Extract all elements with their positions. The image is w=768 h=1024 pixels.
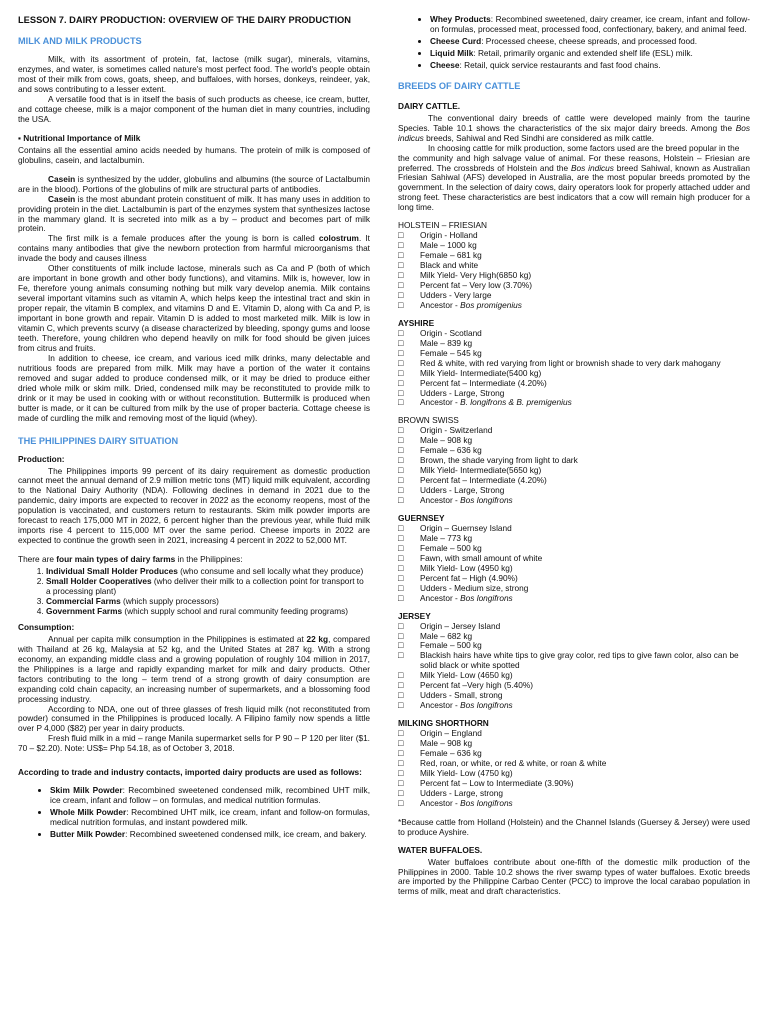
breed-trait-text: Percent fat – Very low (3.70%) (420, 280, 533, 290)
breed-trait-text: Ancestor - (420, 397, 461, 408)
dairy-cattle-paragraph-2a: In choosing cattle for milk production, some factors used are the breed popular in the (428, 142, 740, 153)
breed-trait-text: Milk Yield- Intermediate(5400 kg) (420, 367, 542, 378)
breed-trait-text: Blackish hairs have white tips to give gray color, red tips to give fawn color, also can be solid black or white spotted (420, 650, 739, 671)
breed-name: AYSHIRE (398, 317, 435, 328)
breed-trait-text: Udders - Medium size, strong (420, 582, 529, 593)
breed-trait-text: Origin - Holland (420, 230, 478, 241)
right-column (398, 15, 750, 897)
imports-list-right (398, 15, 750, 71)
breed-trait-text: Milk Yield- Intermediate(5650 kg) (420, 465, 542, 476)
breed-traits-list (398, 524, 750, 604)
breed-trait-text: Ancestor - (420, 797, 461, 808)
import-item-name: Butter Milk Powder (50, 829, 126, 840)
nda-paragraph: According to NDA, one out of three glasses of fresh liquid milk (not reconstituted from powder) consumed in the Philippines is produced locally. A Filipino family now spends a little over P 4,000 ($82) per year in dairy products. (18, 703, 370, 734)
import-item (50, 830, 370, 840)
import-item (430, 15, 750, 35)
import-item-desc: : Recombined UHT milk, ice cream, infant and follow-on formulas, medical nutrition formulas, and instant powdered milk. (50, 807, 370, 828)
farm-type-desc: (who deliver their milk to a collection point for transport to a processing plant) (46, 576, 364, 597)
breed-trait-item (398, 701, 750, 711)
breed-trait-text: Female – 636 kg (420, 747, 482, 758)
breed-trait-text: Milk Yield- Very High(6850 kg) (420, 270, 532, 281)
farm-type-name: Small Holder Cooperatives (46, 576, 152, 587)
dairy-cattle-paragraph-2b: the community and high salvage value of animal. For these reasons, Holstein – Friesian are preferred. The crossbreds of Holstein and the Bos indicus breed Sahiwal, known as Australian Friesian Sahiwal (AFS) developed in Australia, are the most popular breeds promoted by the government. In the selection of dairy cows, dairy operators look for properly attached udder and strong feet. These characteristics are best indicators that a cow will remain high producer for a long time. (398, 152, 750, 213)
milk-foods-paragraph: In addition to cheese, ice cream, and various iced milk drinks, many delectable and nutritious foods are prepared from milk. Milk may have a portion of the water it contains removed and sugar added to produce condensed milk, or it may be dried to produce either dried whole milk or skim milk. Dried, condensed milk may be reconstituted to provide milk to drink or it may be used in cooking with or without reconstitution. Buttermilk is produced when butter is made, or it can be cultured from milk by the use of proper bacteria. Cottage cheese is made of curdling the milk and removing most of the liquid (whey). (18, 352, 370, 423)
breed-traits-list (398, 426, 750, 506)
casein-paragraph-1: Casein is synthesized by the udder, globulins and albumins (the source of Lactalbumin are in the blood). Portions of the globulins of milk are structural parts of antibodies. (18, 173, 370, 194)
lesson-title: LESSON 7. DAIRY PRODUCTION: OVERVIEW OF THE DAIRY PRODUCTION (18, 15, 351, 25)
farm-type-item (46, 577, 370, 597)
farm-type-name: Individual Small Holder Produces (46, 566, 178, 577)
breed-trait-text: Milk Yield- Low (4750 kg) (420, 767, 513, 778)
breed-trait-text: Male – 1000 kg (420, 240, 477, 251)
breed-trait-item (398, 651, 750, 671)
section-heading-milk: MILK AND MILK PRODUCTS (18, 36, 142, 47)
import-item (430, 49, 750, 59)
breed-trait-italic: Bos longifrons (460, 495, 513, 506)
consumption-text: Annual per capita milk consumption in the Philippines is estimated at 22 kg, compared with Thailand at 26 kg, Malaysia at 52 kg, and the United States at 287 kg. With a strong economy, an expanding middle class and a growing population of roughly 104 million in 2017, the Philippines is a large and rapidly expanding market for milk and dairy products. Other factors contributing to the long – term trend of a strong growth of dairy consumption are expanding cold chain capacity, an increasing number of supermarkets, and a blossoming food processing industry. (18, 633, 370, 704)
breed-trait-item (398, 398, 750, 408)
breed-trait-text: Male – 839 kg (420, 337, 473, 348)
farm-types-list (18, 567, 370, 617)
breed-trait-text: Female – 545 kg (420, 347, 482, 358)
breed-trait-italic: B. longifrons & B. premigenius (460, 397, 572, 408)
breed-trait-text: Black and white (420, 260, 479, 271)
breed-name: JERSEY (398, 610, 431, 621)
constituents-paragraph: Other constituents of milk include lactose, minerals such as Ca and P (both of which are important in bone growth and other body functions), and vitamins. Milk is, however, low in Fe, therefore young animals consuming nothing but milk vary develop anemia. Milk contains several important vitamins such as vitamin A, which helps keep the intestinal tract and skin in proper repair, the vitamin B complex, and vitamins D and E. Vitamin D, along with Ca and P, is important in bone growth and repair. Vitamin D is added to most marketed milk. Milk is low in vitamin C, which prevents scurvy (a disease characterized by bleeding, spongy gums and loose teeth. Therefore, young children who depend heavily on milk for food should be given juices from citrus and fruits. (18, 263, 370, 353)
breed-trait-italic: Bos longifrons (460, 797, 513, 808)
dairy-cattle-paragraph-1: The conventional dairy breeds of cattle were developed mainly from the taurine Species. Table 10.1 shows the characteristics of the six major dairy breeds. Among the Bos indicus breeds, Sahiwal and Red Sindhi are considered as milk cattle. (398, 112, 750, 143)
section-heading-philippines: THE PHILIPPINES DAIRY SITUATION (18, 435, 179, 446)
import-item-name: Cheese Curd (430, 35, 482, 46)
production-text: The Philippines imports 99 percent of its dairy requirement as domestic production cannot meet the annual demand of 2.9 million metric tons (MT) liquid milk equivalent, according to the National Dairy Authority (NDA). Following declines in demand in 2021 due to the pandemic, dairy imports are expected to recover in 2022 as the economy reopens, most of the population is vaccinated, and customers return to restaurants. Skim milk powder imports are forecast to reach 175,000 MT in 2022, 6 percent higher than the previous year, while fluid milk imports rise 4 percent to 115,000 MT over the same period. Cheese imports in 2022 are expected to continue the growth seen in 2021, increasing 4 percent in 2022 to 52,000 MT. (18, 465, 370, 546)
breed-trait-text: Percent fat – Intermediate (4.20%) (420, 475, 547, 486)
import-item-name: Skim Milk Powder (50, 785, 123, 796)
breed-traits-list (398, 329, 750, 409)
nutrition-text: Contains all the essential amino acids needed by humans. The protein of milk is composed of globulins, casein, and lactalbumin. (18, 144, 370, 165)
breed-block (398, 416, 750, 506)
breed-trait-text: Origin – Jersey Island (420, 620, 501, 631)
section-heading-breeds: BREEDS OF DAIRY CATTLE (398, 80, 521, 91)
breed-trait-text: Milk Yield- Low (4650 kg) (420, 670, 513, 681)
breed-trait-text: Male – 908 kg (420, 435, 473, 446)
import-item (50, 786, 370, 806)
breed-trait-text: Origin - Switzerland (420, 425, 493, 436)
import-item-desc: : Recombined sweetened condensed milk, recombined UHT milk, ice cream, infant and follow – on formulas, and medical nutrition formulas. (50, 785, 370, 806)
breed-trait-text: Red & white, with red varying from light or brownish shade to very dark mahogany (420, 357, 721, 368)
farm-type-name: Government Farms (46, 605, 123, 616)
breed-trait-text: Female – 500 kg (420, 542, 482, 553)
breed-block (398, 221, 750, 311)
breed-trait-text: Percent fat –Very high (5.40%) (420, 680, 533, 691)
breed-trait-text: Udders - Small, strong (420, 690, 503, 701)
consumption-heading: Consumption: (18, 621, 75, 632)
breed-trait-item (398, 301, 750, 311)
breed-trait-item (398, 594, 750, 604)
import-item-desc: : Recombined sweetened, dairy creamer, ice cream, infant and follow-on formulas, processed meat, processed food, confectionary, bakery, and animal feed. (430, 14, 750, 34)
import-item-name: Liquid Milk (430, 47, 474, 58)
breed-trait-text: Female – 681 kg (420, 250, 482, 261)
breed-trait-text: Percent fat – High (4.90%) (420, 572, 518, 583)
import-item-desc: : Processed cheese, cheese spreads, and processed food. (481, 35, 698, 46)
breed-name: BROWN SWISS (398, 415, 459, 426)
farm-type-desc: (which supply processors) (120, 595, 219, 606)
dairy-cattle-heading: DAIRY CATTLE. (398, 100, 461, 111)
breed-trait-text: Udders - Large, Strong (420, 387, 505, 398)
breed-block (398, 319, 750, 409)
water-buffaloes-heading: WATER BUFFALOES. (398, 844, 483, 855)
breed-trait-text: Udders - Large, Strong (420, 485, 505, 496)
breed-traits-list (398, 729, 750, 809)
farm-type-desc: (who consume and sell locally what they produce) (177, 566, 364, 577)
water-buffaloes-text: Water buffaloes contribute about one-fifth of the domestic milk production of the Philippines in 2000. Table 10.2 shows the river swamp types of water buffaloes. Exotic breeds are imported by the Philippine Carbao Center (PCC) to improve the local carabao population in terms of milk, meat and draft characteristics. (398, 856, 750, 897)
breed-name: MILKING SHORTHORN (398, 718, 489, 729)
breed-block (398, 719, 750, 809)
breed-name: GUERNSEY (398, 513, 445, 524)
breed-trait-text: Male – 773 kg (420, 532, 473, 543)
breed-traits-list (398, 231, 750, 311)
import-item-name: Cheese (430, 59, 460, 70)
breed-trait-item (398, 799, 750, 809)
import-item-desc: : Retail, primarily organic and extended shelf life (ESL) milk. (473, 47, 693, 58)
breed-trait-text: Ancestor - (420, 700, 461, 711)
breed-trait-text: Ancestor - (420, 299, 461, 310)
breed-trait-text: Origin - Scotland (420, 327, 482, 338)
left-column (18, 15, 370, 842)
breed-name: HOLSTEIN – FRIESIAN (398, 220, 487, 231)
breed-trait-text: Male – 682 kg (420, 630, 473, 641)
breed-trait-text: Male – 908 kg (420, 738, 473, 749)
production-heading: Production: (18, 453, 65, 464)
breed-trait-text: Udders - Very large (420, 289, 492, 300)
import-item-name: Whey Products (430, 14, 491, 24)
import-item (50, 808, 370, 828)
casein-paragraph-2: Casein is the most abundant protein constituent of milk. It has many uses in addition to providing protein in the diet. Lactalbumin is part of the enzymes system that synthesizes lactose in the mammary gland. It is secreted into milk as a by – product and becomes part of milk protein. (18, 193, 370, 234)
breed-trait-text: Udders - Large, strong (420, 787, 504, 798)
breed-trait-text: Percent fat – Intermediate (4.20%) (420, 377, 547, 388)
breed-trait-text: Origin – England (420, 728, 482, 739)
milk-paragraph-2: A versatile food that is in itself the basis of such products as cheese, ice cream, butter, and cottage cheese, milk is a major component of the human diet in many countries, including the USA. (18, 94, 370, 124)
breed-trait-text: Ancestor - (420, 495, 461, 506)
breed-trait-italic: Bos promigenius (460, 299, 522, 310)
import-item (430, 61, 750, 71)
import-item-name: Whole Milk Powder (50, 807, 127, 818)
breed-trait-italic: Bos longifrons (460, 700, 513, 711)
breed-block (398, 612, 750, 712)
imports-list-left (18, 786, 370, 840)
breed-trait-text: Brown, the shade varying from light to dark (420, 455, 578, 466)
farm-type-name: Commercial Farms (46, 595, 121, 606)
nutrition-heading: ▪ Nutritional Importance of Milk (18, 132, 141, 143)
breed-trait-text: Percent fat – Low to Intermediate (3.90%) (420, 777, 574, 788)
breed-trait-italic: Bos longifrons (460, 592, 513, 603)
breed-lists (398, 221, 750, 808)
breed-traits-list (398, 622, 750, 712)
milk-paragraph-1: Milk, with its assortment of protein, fat, lactose (milk sugar), minerals, vitamins, enzymes, and water, is sometimes called nature's most perfect food. The world's people obtain most of their milk from cows, goats, sheep, and buffaloes, with horses, donkeys, reindeer, yak, and sows contributing to a lesser extent. (18, 54, 370, 95)
import-item (430, 37, 750, 47)
breed-trait-text: Origin – Guernsey Island (420, 522, 512, 533)
farm-type-item (46, 607, 370, 617)
breed-trait-item (398, 496, 750, 506)
breed-trait-text: Female – 636 kg (420, 445, 482, 456)
colostrum-paragraph: The first milk is a female produces after the young is born is called colostrum. It contains many antibodies that give the newborn protection from harmful microorganisms that invade the body and causes illness (18, 233, 370, 264)
import-item-desc: : Retail, quick service restaurants and fast food chains. (459, 59, 661, 70)
farm-type-desc: (which supply school and rural community feeding programs) (122, 605, 349, 616)
breed-trait-text: Ancestor - (420, 592, 461, 603)
imports-heading: According to trade and industry contacts, imported dairy products are used as follows: (18, 767, 362, 778)
breed-trait-text: Fawn, with small amount of white (420, 552, 543, 563)
breed-trait-text: Female – 500 kg (420, 640, 482, 651)
bullet-icon: ▪ (18, 132, 21, 143)
breed-block (398, 514, 750, 604)
breed-footnote: *Because cattle from Holland (Holstein) and the Channel Islands (Guersey & Jersey) were used to produce Ayshire. (398, 816, 750, 837)
farm-types-intro: There are four main types of dairy farms in the Philippines: (18, 554, 243, 565)
breed-trait-text: Red, roan, or white, or red & white, or roan & white (420, 757, 607, 768)
import-item-desc: : Recombined sweetened condensed milk, ice cream, and bakery. (125, 829, 367, 840)
breed-trait-text: Milk Yield- Low (4950 kg) (420, 562, 513, 573)
fresh-milk-price: Fresh fluid milk in a mid – range Manila supermarket sells for P 90 – P 120 per liter ($1. 70 – $2.20). Note: US$= Php 54.18, as of October 3, 2018. (18, 733, 370, 754)
